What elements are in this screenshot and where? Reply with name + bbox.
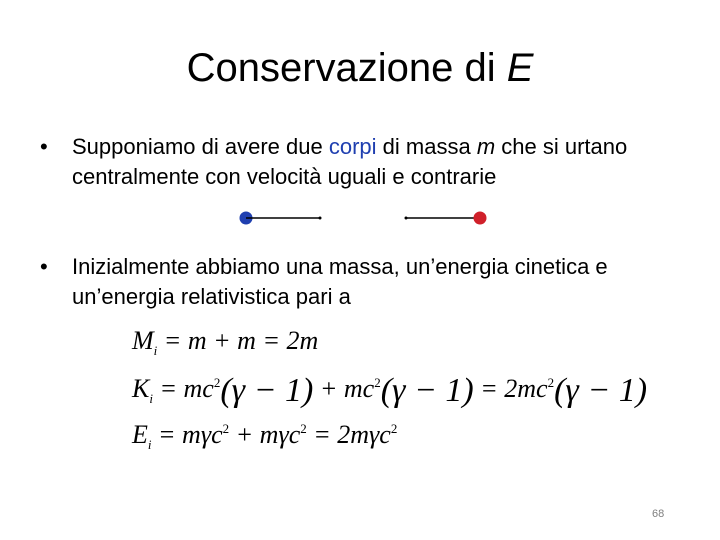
bullet-marker: • xyxy=(40,254,48,279)
eq3-part2: + mγc xyxy=(229,420,301,449)
title-text: Conservazione di xyxy=(186,46,507,90)
eq2-exp-2: 2 xyxy=(374,375,381,390)
left-velocity-tip xyxy=(319,217,322,220)
eq2-sub: i xyxy=(149,391,153,406)
eq1-lhs: M xyxy=(132,326,154,355)
eq2-exp-1: 2 xyxy=(213,375,221,390)
bullet-1-highlight: corpi xyxy=(328,134,377,159)
eq2-part4: (γ − 1) xyxy=(380,372,474,409)
bullet-marker: • xyxy=(40,134,48,159)
bullet-1-variable: m xyxy=(476,134,496,159)
bullet-1-middle: di massa xyxy=(376,134,477,159)
eq2-lhs: K xyxy=(132,374,150,403)
eq2-part6: (γ − 1) xyxy=(554,372,648,409)
eq3-sub: i xyxy=(147,437,152,452)
page-number: 68 xyxy=(652,508,665,520)
slide-title xyxy=(0,40,720,96)
eq3-lhs: E xyxy=(132,420,148,449)
eq2-part5: = 2mc xyxy=(480,374,548,403)
eq3-exp-1: 2 xyxy=(222,421,230,436)
eq3-part3: = 2mγc xyxy=(306,420,391,449)
bullet-1-before: Supponiamo di avere due xyxy=(72,134,329,159)
eq2-part3: + mc xyxy=(319,374,375,403)
bullet-2-text: Inizialmente abbiamo una massa, un’energia cinetica e un’energia relativistica pari a xyxy=(72,254,608,309)
eq3-exp-3: 2 xyxy=(390,421,398,436)
equation-mass xyxy=(132,326,318,359)
eq3-part1: = mγc xyxy=(158,420,223,449)
collision-figure xyxy=(230,206,500,230)
eq2-part2: (γ − 1) xyxy=(220,372,314,409)
equation-total-energy xyxy=(132,420,397,453)
bullet-1-after: che si urtano centralmente con velocità uguali e contrarie xyxy=(72,134,628,189)
right-velocity-tip xyxy=(405,217,408,220)
eq3-exp-2: 2 xyxy=(300,421,307,436)
eq2-part1: = mc xyxy=(159,374,214,403)
equation-kinetic-energy xyxy=(132,372,647,410)
eq2-exp-3: 2 xyxy=(547,375,555,390)
bullet-1-text xyxy=(72,132,700,192)
title-variable: E xyxy=(506,46,534,90)
right-body-dot xyxy=(474,212,486,224)
eq1-rhs: = m + m = 2m xyxy=(163,326,319,355)
bullet-2 xyxy=(40,252,700,312)
eq1-sub: i xyxy=(153,343,158,358)
bullet-1 xyxy=(40,132,700,192)
